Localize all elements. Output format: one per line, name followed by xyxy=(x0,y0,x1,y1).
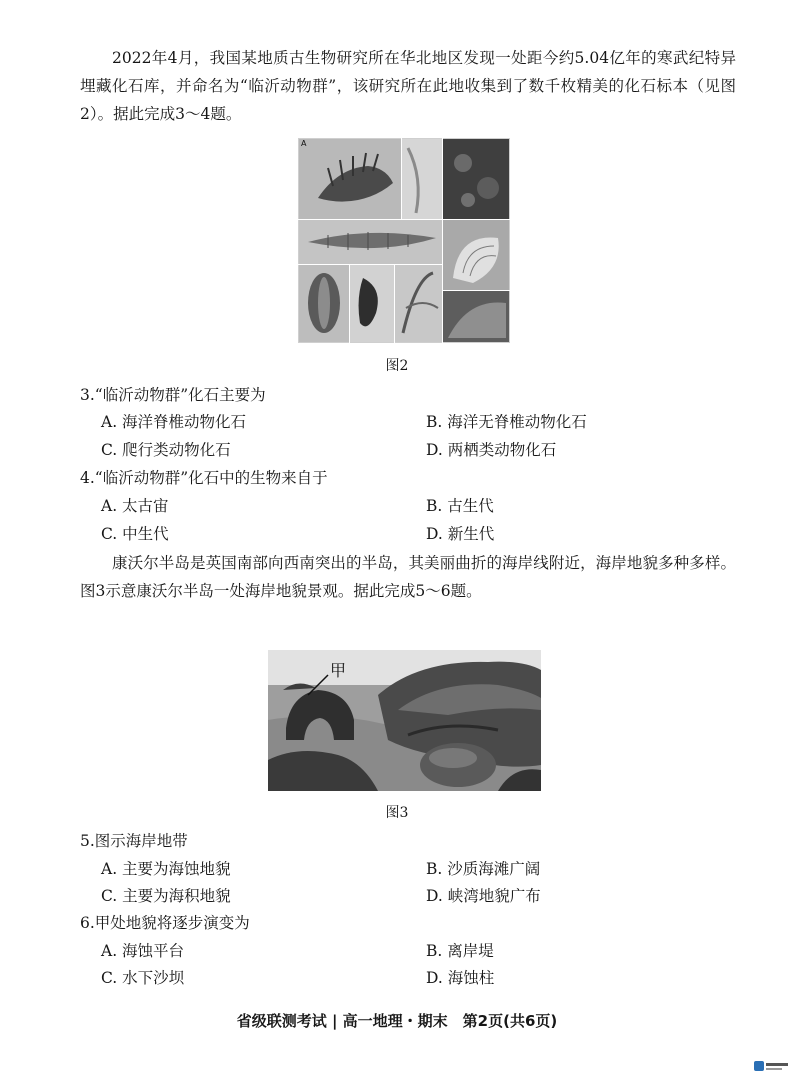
question3-option-d[interactable]: D. 两栖类动物化石 xyxy=(426,441,557,459)
fossil-panel-label: A xyxy=(301,139,307,148)
watermark-logo-icon xyxy=(754,1060,790,1072)
question5-option-c[interactable]: C. 主要为海积地貌 xyxy=(101,887,231,905)
question6-option-d[interactable]: D. 海蚀柱 xyxy=(426,969,495,987)
question4-option-a[interactable]: A. 太古宙 xyxy=(101,497,169,515)
question3-option-a[interactable]: A. 海洋脊椎动物化石 xyxy=(101,413,247,431)
question5-stem: 5.图示海岸地带 xyxy=(80,832,188,850)
question5-option-b[interactable]: B. 沙质海滩广阔 xyxy=(426,860,541,878)
coastal-landform-image xyxy=(268,650,541,791)
figure2-caption: 图2 xyxy=(385,358,409,374)
question4-stem: 4.“临沂动物群”化石中的生物来自于 xyxy=(80,469,328,487)
question3-option-c[interactable]: C. 爬行类动物化石 xyxy=(101,441,231,459)
question5-option-a[interactable]: A. 主要为海蚀地貌 xyxy=(101,860,231,878)
passage-fossils: 2022年4月，我国某地质古生物研究所在华北地区发现一处距今约5.04亿年的寒武纪特异埋藏化石库，并命名为“临沂动物群”，该研究所在此地收集到了数千枚精美的化石标本（见图2）。据此完成3～4题。 xyxy=(80,49,736,123)
fossil-collage-figure xyxy=(298,138,510,343)
question3-stem: 3.“临沂动物群”化石主要为 xyxy=(80,386,266,404)
figure3-caption: 图3 xyxy=(385,805,409,821)
question6-option-c[interactable]: C. 水下沙坝 xyxy=(101,969,185,987)
question5-option-d[interactable]: D. 峡湾地貌广布 xyxy=(426,887,541,905)
question4-option-b[interactable]: B. 古生代 xyxy=(426,497,494,515)
question4-option-c[interactable]: C. 中生代 xyxy=(101,525,169,543)
fossil-collage-image xyxy=(298,138,510,343)
passage-cornwall: 康沃尔半岛是英国南部向西南突出的半岛，其美丽曲折的海岸线附近，海岸地貌多种多样。图3示意康沃尔半岛一处海岸地貌景观。据此完成5～6题。 xyxy=(80,554,736,600)
question6-option-a[interactable]: A. 海蚀平台 xyxy=(101,942,185,960)
question3-option-b[interactable]: B. 海洋无脊椎动物化石 xyxy=(426,413,587,431)
question6-stem: 6.甲处地貌将逐步演变为 xyxy=(80,914,250,932)
page-footer: 省级联测考试 | 高一地理・期末 第2页(共6页) xyxy=(236,1012,558,1030)
marker-jia-label: 甲 xyxy=(330,661,347,680)
question6-option-b[interactable]: B. 离岸堤 xyxy=(426,942,494,960)
coastal-landform-figure xyxy=(268,650,541,791)
question4-option-d[interactable]: D. 新生代 xyxy=(426,525,495,543)
